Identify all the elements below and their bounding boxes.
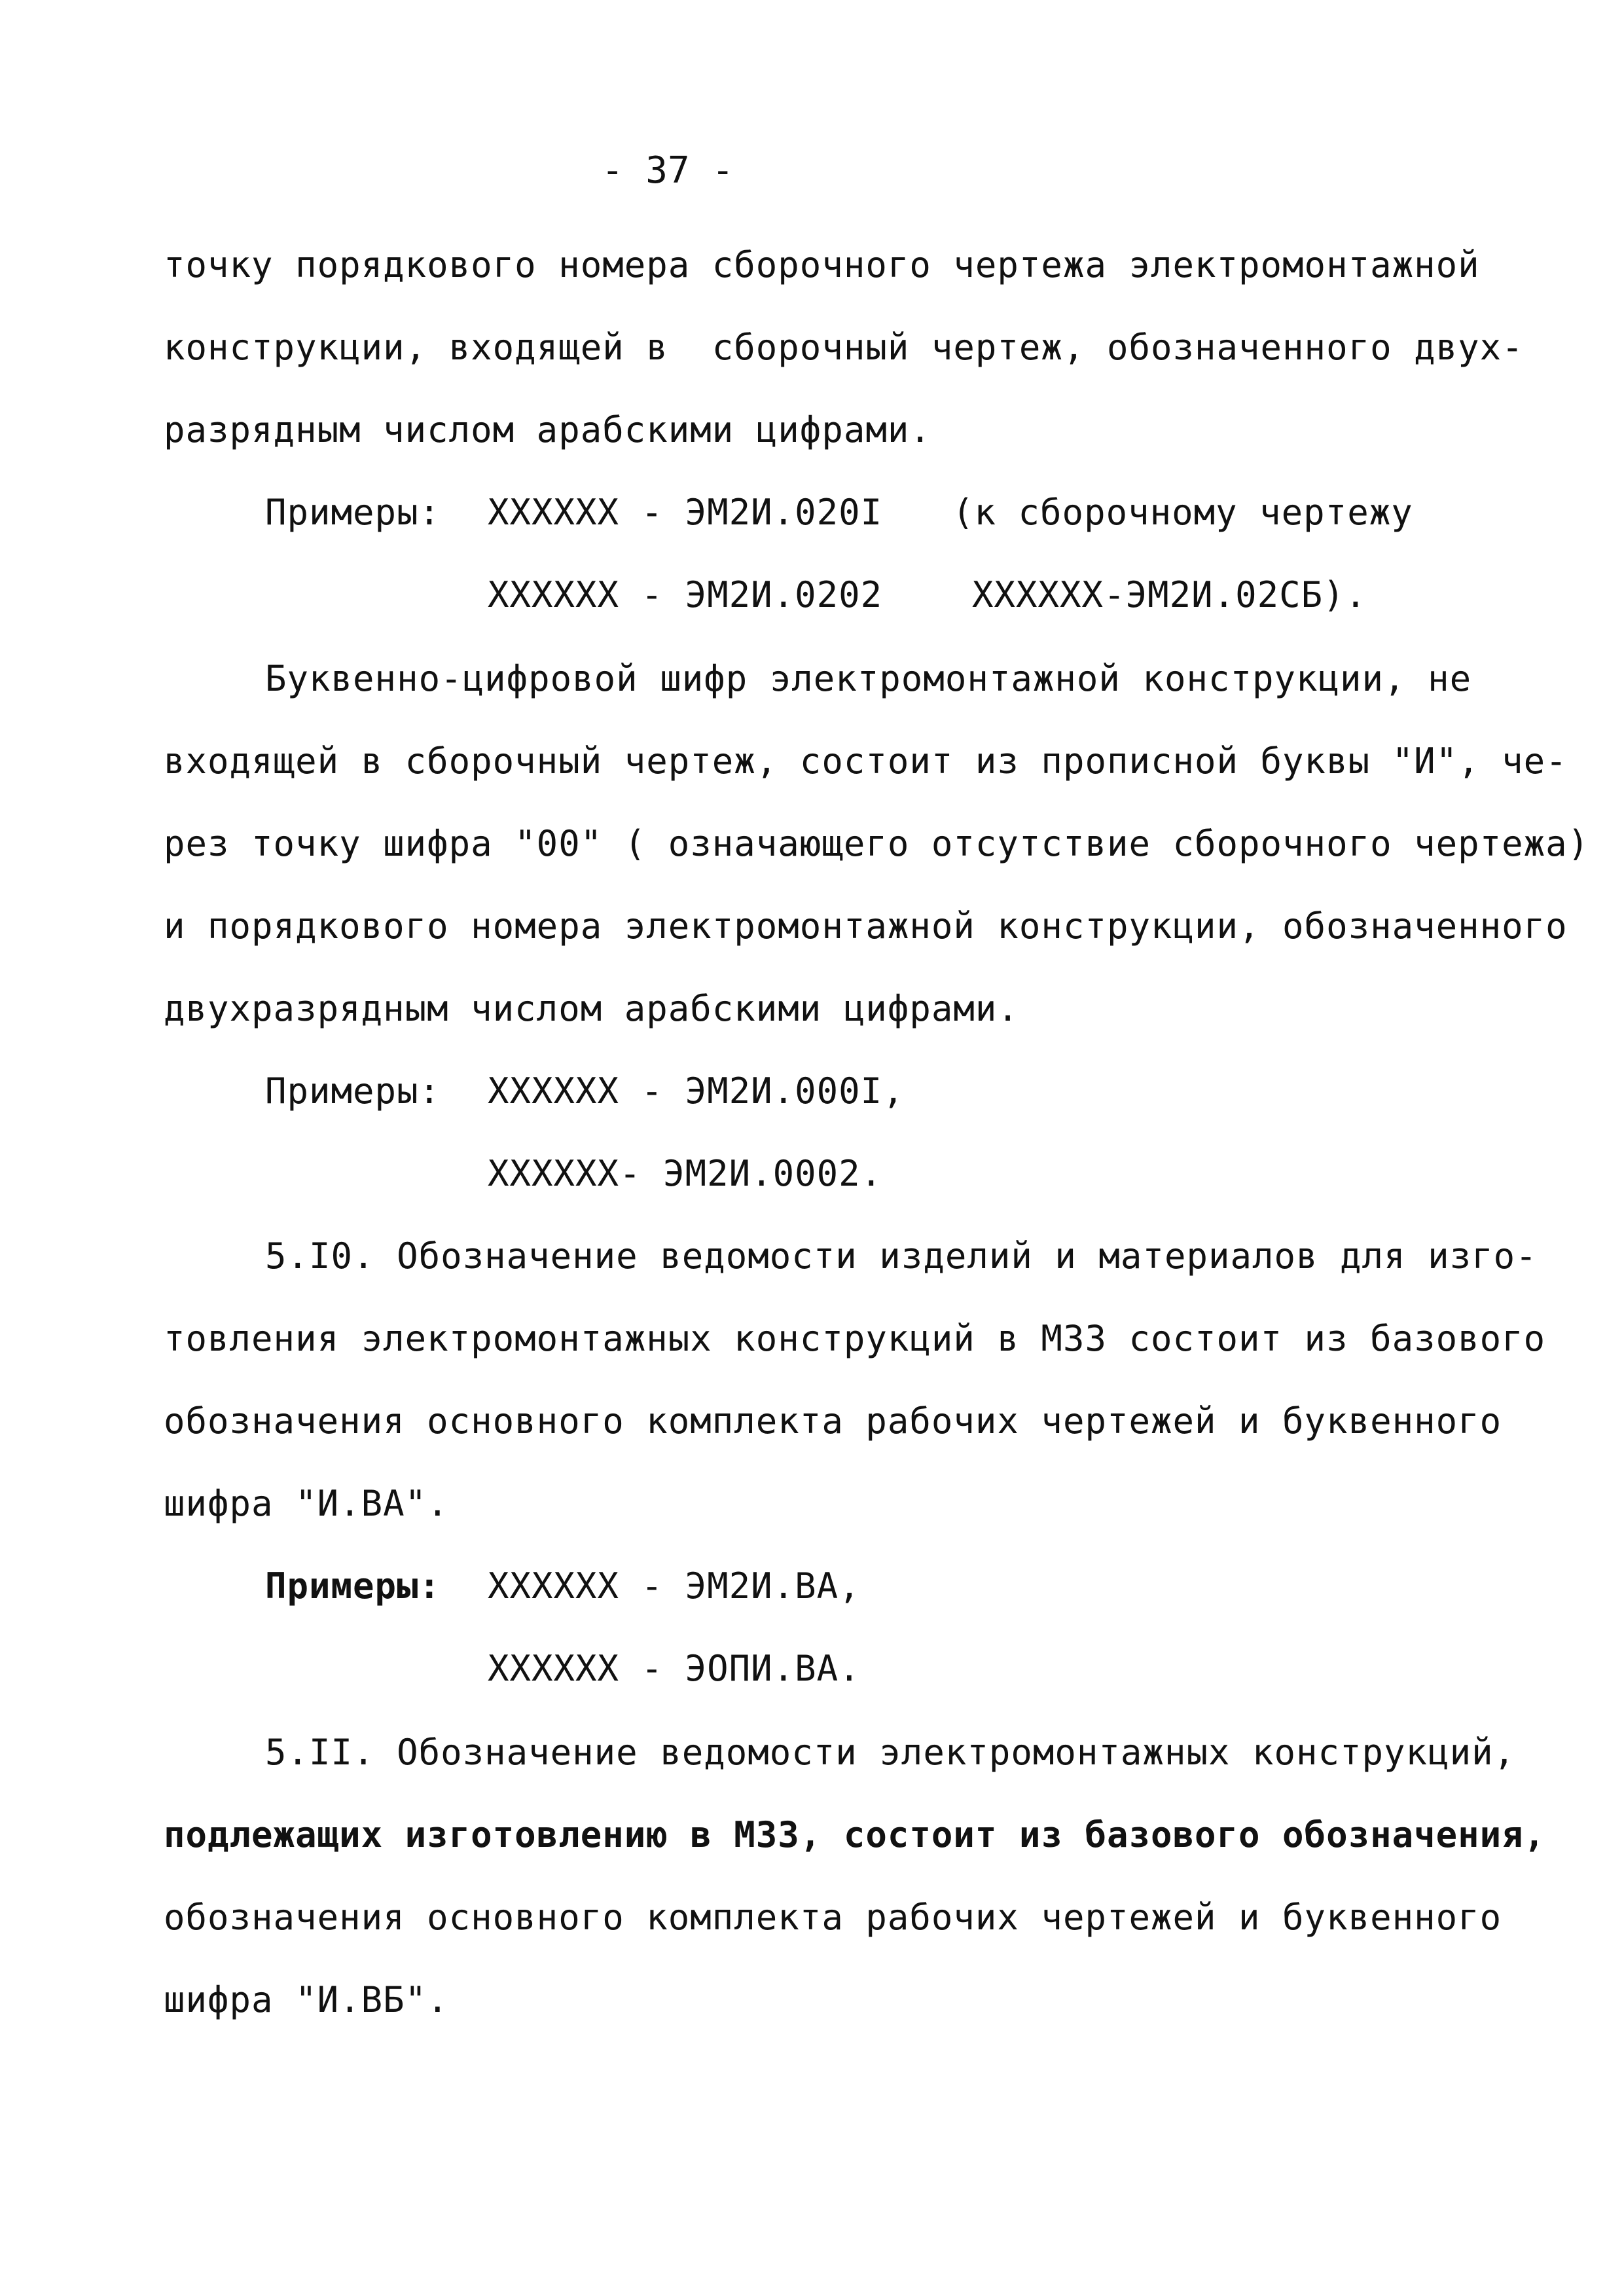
paragraph2-line-5: двухразрядным числом арабскими цифрами. bbox=[164, 988, 1019, 1029]
examples1-note-2: XXXXXX-ЭМ2И.02СБ). bbox=[972, 574, 1367, 615]
examples1-note-1: (к сборочному чертежу bbox=[952, 492, 1413, 533]
examples2-label: Примеры: bbox=[265, 1070, 441, 1112]
examples1-label: Примеры: bbox=[265, 492, 441, 533]
examples3-code-1: XXXXXX - ЭМ2И.ВА, bbox=[488, 1565, 861, 1607]
examples3-code-2: XXXXXX - ЭОПИ.ВА. bbox=[488, 1648, 861, 1689]
examples1-code-1: XXXXXX - ЭМ2И.020I bbox=[488, 492, 883, 533]
paragraph2-line-2: входящей в сборочный чертеж, состоит из прописной буквы "И", че- bbox=[164, 740, 1568, 782]
paragraph2-line-3: рез точку шифра "00" ( означающего отсутствие сборочного чертежа) bbox=[164, 823, 1590, 864]
paragraph2-line-4: и порядкового номера электромонтажной конструкции, обозначенного bbox=[164, 905, 1568, 947]
examples2-code-1: XXXXXX - ЭМ2И.000I, bbox=[488, 1070, 905, 1112]
paragraph1-line-2: конструкции, входящей в сборочный чертеж, обозначенного двух- bbox=[164, 327, 1524, 368]
examples3-label: Примеры: bbox=[265, 1565, 441, 1607]
paragraph2-line-1: Буквенно-цифровой шифр электромонтажной конструкции, не bbox=[265, 658, 1472, 699]
section-5-10-line-4: шифра "И.ВА". bbox=[164, 1483, 449, 1524]
section-5-10-line-3: обозначения основного комплекта рабочих чертежей и буквенного bbox=[164, 1400, 1502, 1442]
examples2-code-2: XXXXXX- ЭМ2И.0002. bbox=[488, 1153, 883, 1194]
examples1-code-2: XXXXXX - ЭМ2И.0202 bbox=[488, 574, 883, 615]
paragraph1-line-3: разрядным числом арабскими цифрами. bbox=[164, 409, 931, 450]
paragraph1-line-1: точку порядкового номера сборочного чертежа электромонтажной bbox=[164, 244, 1480, 285]
section-5-11-line-2: подлежащих изготовлению в МЗЗ, состоит из базового обозначения, bbox=[164, 1814, 1546, 1855]
section-5-11-line-4: шифра "И.ВБ". bbox=[164, 1979, 449, 2020]
page-number: - 37 - bbox=[601, 149, 734, 192]
section-5-10-line-1: 5.I0. Обозначение ведомости изделий и материалов для изго- bbox=[265, 1235, 1538, 1277]
section-5-11-line-1: 5.II. Обозначение ведомости электромонтажных конструкций, bbox=[265, 1732, 1516, 1773]
section-5-10-line-2: товления электромонтажных конструкций в МЗЗ состоит из базового bbox=[164, 1318, 1546, 1359]
section-5-11-line-3: обозначения основного комплекта рабочих чертежей и буквенного bbox=[164, 1897, 1502, 1938]
